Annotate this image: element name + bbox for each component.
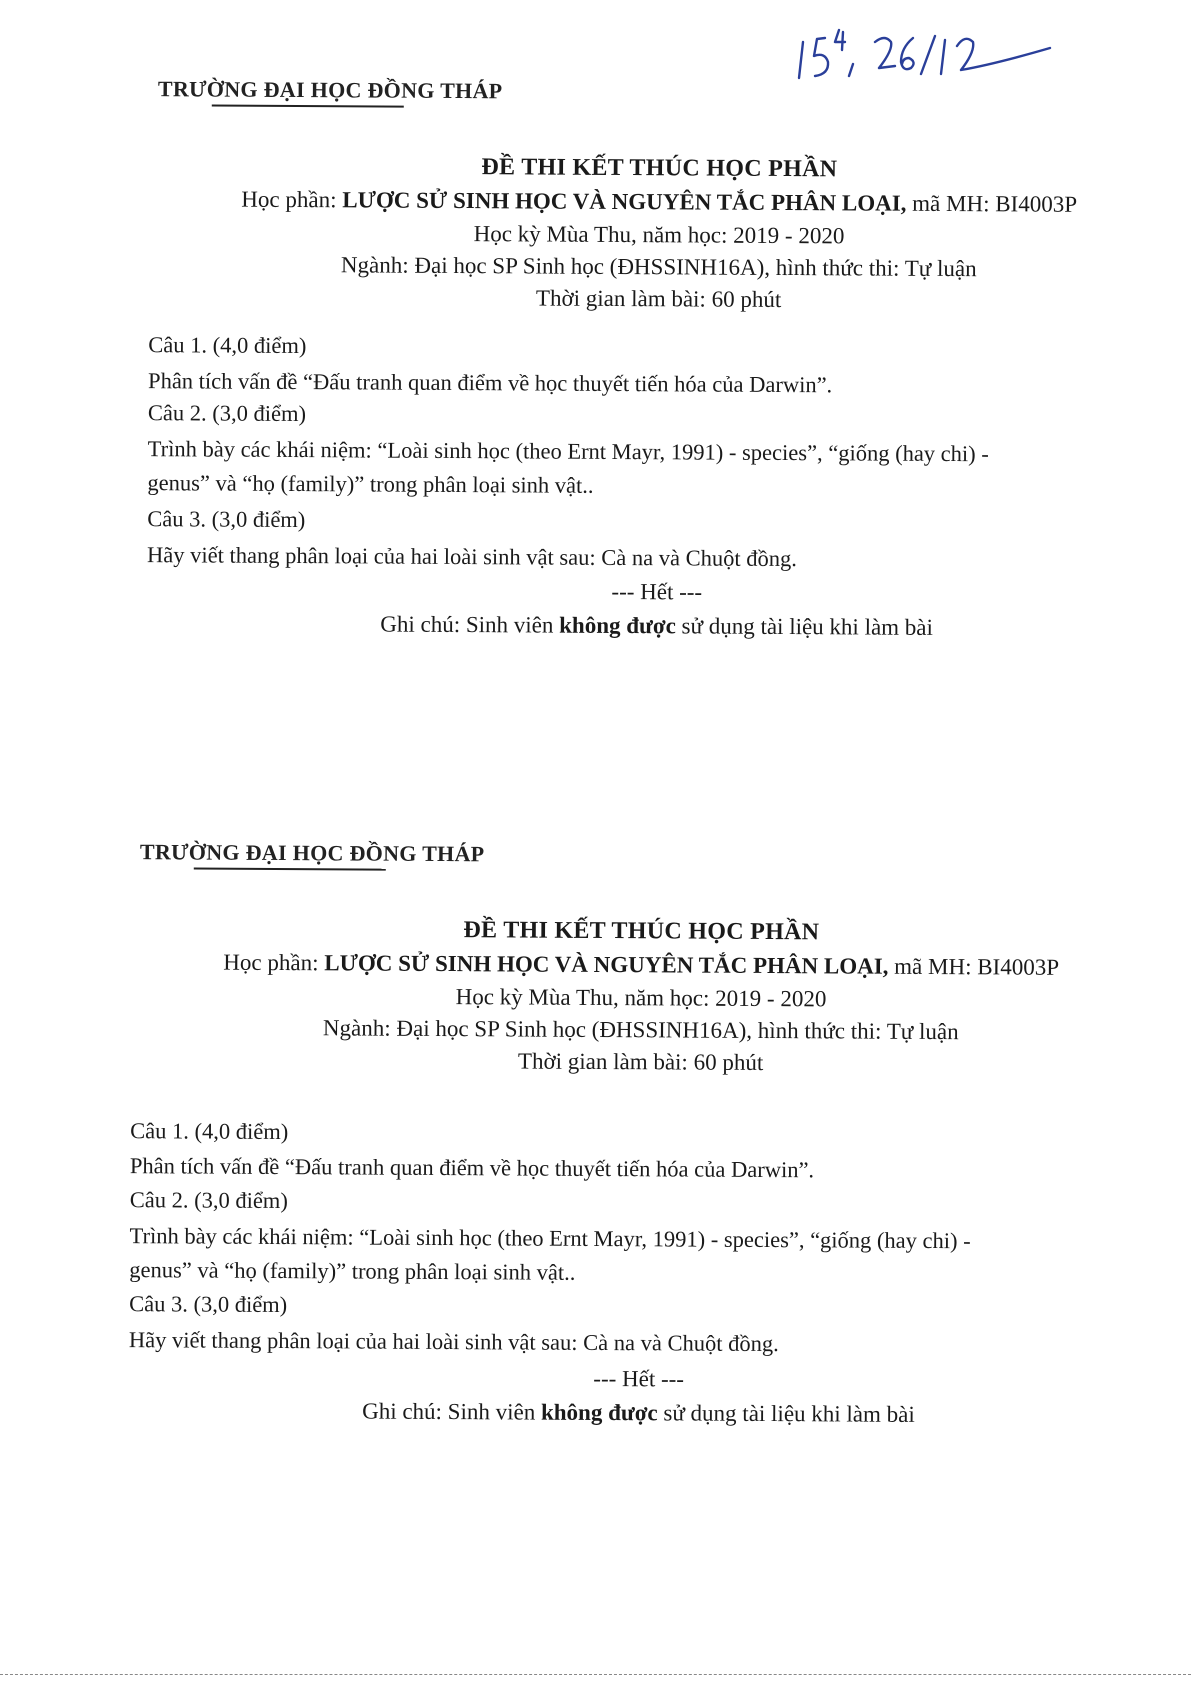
duration-line: Thời gian làm bài: 60 phút (517, 1048, 764, 1075)
question-3-header: Câu 3. (3,0 điểm) (129, 1291, 288, 1318)
exam-note (108, 1397, 1168, 1429)
exam-title: ĐỀ THI KẾT THÚC HỌC PHẦN (481, 154, 838, 183)
duration-line: Thời gian làm bài: 60 phút (535, 285, 782, 312)
question-2-header: Câu 2. (3,0 điểm) (147, 400, 307, 427)
question-2-text-line-1: Trình bày các khái niệm: “Loài sinh học (theo Ernt Mayr, 1991) - species”, “giống (hay chi) - (147, 436, 989, 467)
note-suffix: sử dụng tài liệu khi làm bài (657, 1400, 915, 1427)
course-code: mã MH: BI4003P (888, 953, 1060, 980)
question-1-text: Phân tích vấn đề “Đấu tranh quan điểm về học thuyết tiến hóa của Darwin”. (129, 1153, 815, 1183)
scan-edge-line (0, 1674, 1191, 1675)
course-prefix: Học phần: (223, 949, 325, 976)
semester-line: Học kỳ Mùa Thu, năm học: 2019 - 2020 (455, 984, 827, 1012)
exam-sheet-2 (112, 833, 1172, 1427)
course-code: mã MH: BI4003P (906, 190, 1078, 217)
question-1-text: Phân tích vấn đề “Đấu tranh quan điểm về học thuyết tiến hóa của Darwin”. (148, 368, 833, 398)
course-name: LƯỢC SỬ SINH HỌC VÀ NGUYÊN TẮC PHÂN LOẠI, (324, 950, 889, 979)
note-suffix: sử dụng tài liệu khi làm bài (675, 613, 934, 640)
exam-note (127, 610, 1187, 642)
end-marker: --- Hết --- (611, 578, 703, 605)
school-underline (194, 868, 386, 871)
course-line (129, 186, 1189, 218)
exam-title: ĐỀ THI KẾT THÚC HỌC PHẦN (463, 917, 820, 946)
semester-line: Học kỳ Mùa Thu, năm học: 2019 - 2020 (473, 221, 845, 249)
school-underline (212, 105, 404, 108)
school-name: TRƯỜNG ĐẠI HỌC ĐỒNG THÁP (157, 76, 503, 104)
major-line: Ngành: Đại học SP Sinh học (ĐHSSINH16A), hình thức thi: Tự luận (322, 1015, 959, 1045)
question-2-text-line-2: genus” và “họ (family)” trong phân loại sinh vật.. (147, 470, 594, 498)
question-2-text-line-2: genus” và “họ (family)” trong phân loại sinh vật.. (129, 1257, 576, 1285)
school-name: TRƯỜNG ĐẠI HỌC ĐỒNG THÁP (139, 839, 485, 867)
course-name: LƯỢC SỬ SINH HỌC VÀ NGUYÊN TẮC PHÂN LOẠI, (342, 187, 907, 216)
handwritten-annotation (795, 20, 1055, 90)
note-bold: không được (540, 1399, 658, 1426)
note-bold: không được (559, 612, 676, 639)
question-2-header: Câu 2. (3,0 điểm) (129, 1187, 288, 1214)
question-3-text: Hãy viết thang phân loại của hai loài sinh vật sau: Cà na và Chuột đồng. (128, 1327, 779, 1357)
course-line (111, 949, 1171, 981)
note-prefix: Ghi chú: Sinh viên (380, 611, 560, 638)
end-marker: --- Hết --- (593, 1365, 685, 1392)
question-3-text: Hãy viết thang phân loại của hai loài sinh vật sau: Cà na và Chuột đồng. (146, 542, 797, 572)
question-2-text-line-1: Trình bày các khái niệm: “Loài sinh học (theo Ernt Mayr, 1991) - species”, “giống (hay chi) - (129, 1223, 971, 1254)
question-1-header: Câu 1. (4,0 điểm) (148, 332, 307, 359)
note-prefix: Ghi chú: Sinh viên (362, 1398, 542, 1425)
question-3-header: Câu 3. (3,0 điểm) (147, 506, 306, 533)
question-1-header: Câu 1. (4,0 điểm) (130, 1118, 289, 1145)
major-line: Ngành: Đại học SP Sinh học (ĐHSSINH16A), hình thức thi: Tự luận (340, 252, 977, 282)
course-prefix: Học phần: (241, 186, 343, 213)
